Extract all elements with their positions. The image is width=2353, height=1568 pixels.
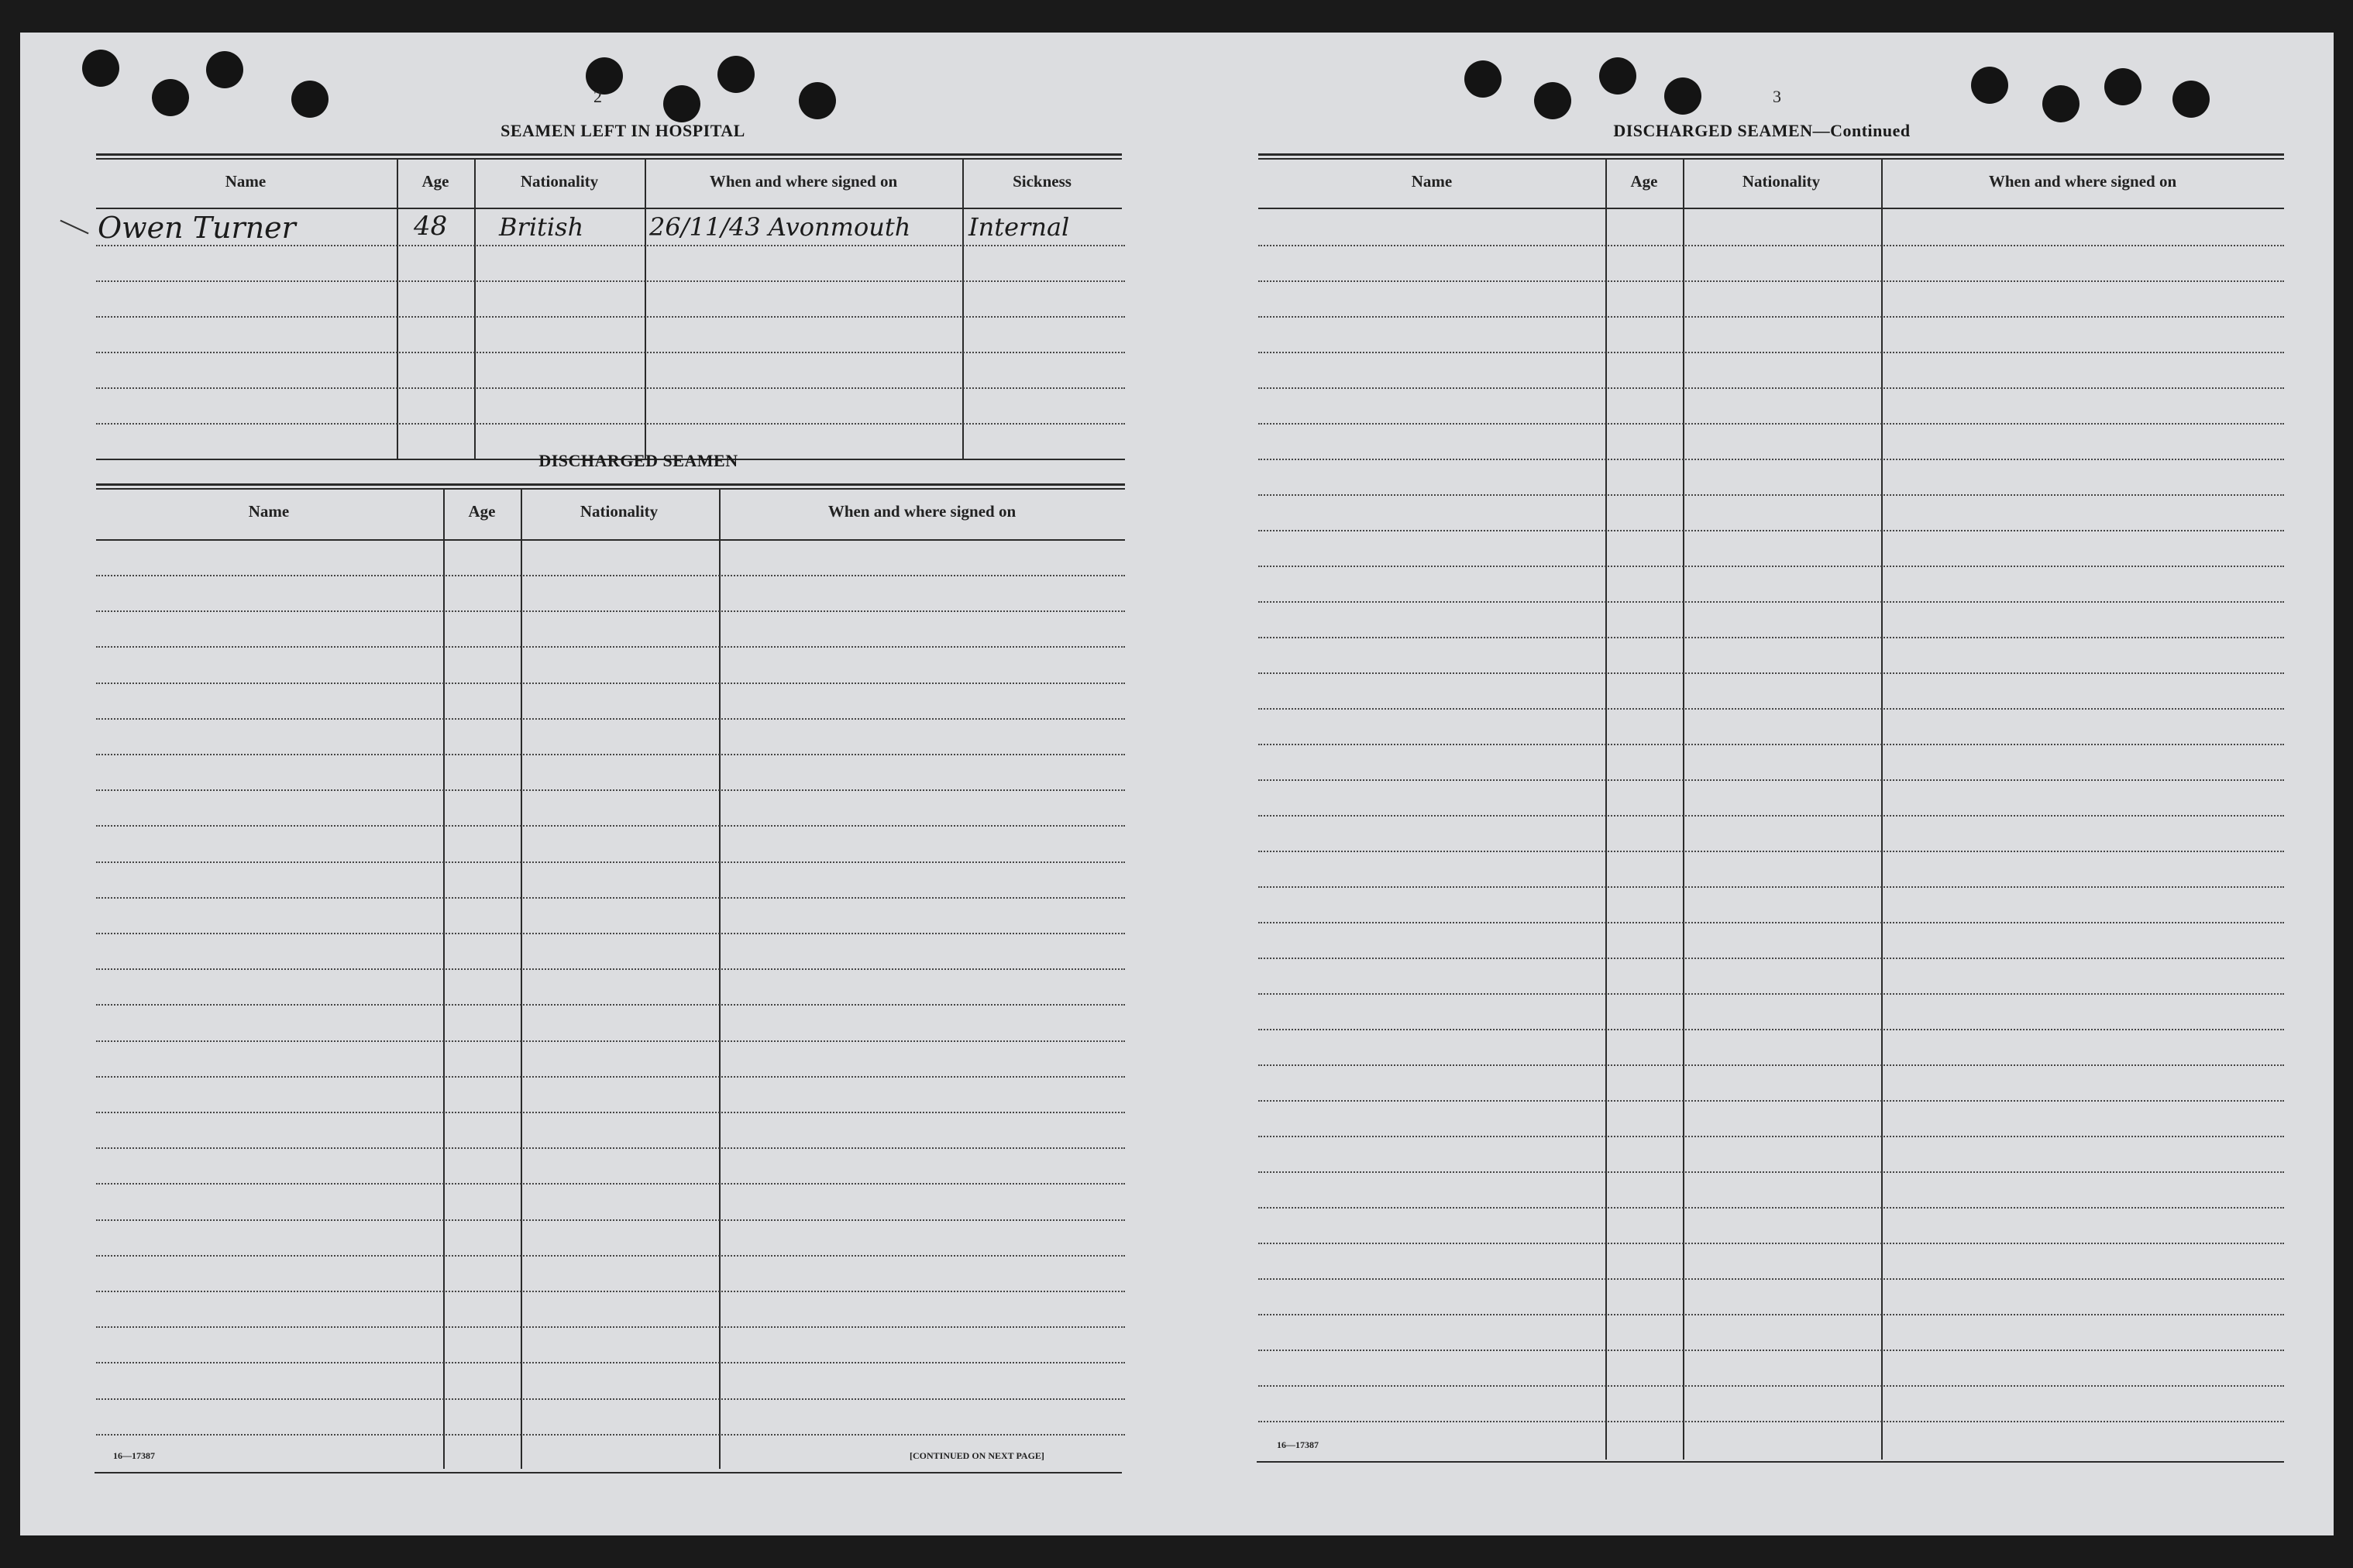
column-divider [962, 158, 964, 460]
page-number-left: 2 [593, 87, 602, 106]
punch-hole [1464, 60, 1502, 98]
punch-hole [2042, 85, 2080, 122]
ruled-line [96, 1076, 1125, 1078]
col-header-name: Name [225, 172, 267, 191]
column-divider [645, 158, 646, 460]
ruled-line [1258, 1207, 2284, 1209]
column-divider [521, 490, 522, 1469]
ruled-line [1258, 886, 2284, 888]
ruled-line [96, 245, 1125, 246]
punch-hole [2104, 68, 2141, 105]
ruled-line [96, 1362, 1125, 1363]
column-divider [1683, 158, 1684, 1460]
ruled-line [96, 754, 1125, 755]
ruled-line [96, 825, 1125, 827]
ruled-line [1258, 1136, 2284, 1137]
ruled-line [1258, 779, 2284, 781]
ruled-line [96, 861, 1125, 863]
column-divider [1881, 158, 1883, 1460]
ruled-line [96, 1040, 1125, 1042]
punch-hole [291, 81, 329, 118]
ruled-line [1258, 601, 2284, 603]
section-bottom-rule [95, 1472, 1122, 1473]
section-rule [96, 153, 1122, 160]
section-rule [96, 483, 1125, 490]
ruled-line [1258, 280, 2284, 282]
ledger-sheet [20, 33, 2334, 1535]
ruled-line [96, 1434, 1125, 1436]
punch-hole [1534, 82, 1571, 119]
col-header-signed-on: When and where signed on [1988, 172, 2177, 191]
header-rule [96, 539, 1125, 541]
page-number-right: 3 [1773, 87, 1781, 106]
ruled-line [1258, 1385, 2284, 1387]
ruled-line [96, 423, 1125, 425]
col-header-name: Name [248, 502, 290, 521]
ruled-line [1258, 530, 2284, 531]
ruled-line [96, 1398, 1125, 1400]
ruled-line [1258, 423, 2284, 425]
ruled-line [96, 280, 1125, 282]
form-number-left: 16—17387 [113, 1450, 155, 1461]
section-bottom-rule [1257, 1461, 2284, 1463]
col-header-sickness: Sickness [1013, 172, 1072, 191]
ruled-line [1258, 1064, 2284, 1066]
ruled-line [96, 1183, 1125, 1185]
ruled-line [1258, 708, 2284, 710]
ruled-line [96, 610, 1125, 612]
ruled-line [1258, 637, 2284, 638]
ruled-line [96, 968, 1125, 970]
continued-note: [CONTINUED ON NEXT PAGE] [910, 1450, 1044, 1461]
ruled-line [1258, 815, 2284, 817]
col-header-age: Age [468, 502, 496, 521]
ruled-line [96, 897, 1125, 899]
column-divider [474, 158, 476, 460]
punch-hole [1599, 57, 1636, 95]
ruled-line [96, 1255, 1125, 1257]
entry-sickness: Internal [968, 212, 1070, 242]
entry-age: 48 [414, 211, 448, 242]
ruled-line [1258, 1278, 2284, 1280]
ruled-line [1258, 1421, 2284, 1422]
entry-name: Owen Turner [98, 211, 296, 245]
header-rule [96, 208, 1122, 209]
ruled-line [96, 575, 1125, 576]
ruled-line [96, 1219, 1125, 1221]
punch-hole [586, 57, 623, 95]
ruled-line [96, 718, 1125, 720]
ruled-line [1258, 387, 2284, 389]
col-header-age: Age [1630, 172, 1658, 191]
ruled-line [1258, 1100, 2284, 1102]
section-rule [1258, 153, 2284, 160]
ruled-line [96, 789, 1125, 791]
header-rule [1258, 208, 2284, 209]
col-header-nationality: Nationality [1742, 172, 1821, 191]
punch-hole [717, 56, 755, 93]
col-header-name: Name [1411, 172, 1453, 191]
col-header-signed-on: When and where signed on [709, 172, 898, 191]
ruled-line [1258, 245, 2284, 246]
ruled-line [1258, 672, 2284, 674]
col-header-nationality: Nationality [520, 172, 599, 191]
entry-signed-on: 26/11/43 Avonmouth [649, 212, 911, 242]
ruled-line [1258, 851, 2284, 852]
ruled-line [1258, 958, 2284, 959]
check-mark [60, 220, 88, 235]
ruled-line [1258, 1029, 2284, 1030]
entry-nationality: British [499, 212, 584, 242]
ruled-line [96, 352, 1125, 353]
ruled-line [1258, 1350, 2284, 1351]
ruled-line [1258, 316, 2284, 318]
ruled-line [96, 683, 1125, 684]
ruled-line [1258, 1243, 2284, 1244]
ruled-line [1258, 993, 2284, 995]
punch-hole [82, 50, 119, 87]
ruled-line [1258, 1314, 2284, 1315]
punch-hole [152, 79, 189, 116]
column-divider [397, 158, 398, 460]
punch-hole [1971, 67, 2008, 104]
ruled-line [1258, 459, 2284, 460]
ruled-line [96, 1004, 1125, 1006]
ruled-line [96, 316, 1125, 318]
ruled-line [96, 1291, 1125, 1292]
punch-hole [2172, 81, 2210, 118]
hospital-section-title: SEAMEN LEFT IN HOSPITAL [501, 121, 745, 140]
punch-hole [799, 82, 836, 119]
col-header-age: Age [421, 172, 449, 191]
ruled-line [96, 646, 1125, 648]
ruled-line [96, 933, 1125, 934]
ruled-line [1258, 922, 2284, 923]
ruled-line [1258, 494, 2284, 496]
punch-hole [1664, 77, 1701, 115]
ruled-line [1258, 1171, 2284, 1173]
discharged-continued-title: DISCHARGED SEAMEN—Continued [1613, 121, 1911, 140]
column-divider [719, 490, 721, 1469]
col-header-nationality: Nationality [580, 502, 659, 521]
ruled-line [1258, 566, 2284, 567]
ruled-line [96, 387, 1125, 389]
punch-hole [663, 85, 700, 122]
ruled-line [1258, 352, 2284, 353]
column-divider [1605, 158, 1607, 1460]
ruled-line [96, 1326, 1125, 1328]
column-divider [443, 490, 445, 1469]
form-number-right: 16—17387 [1277, 1439, 1319, 1450]
ruled-line [96, 1112, 1125, 1113]
discharged-section-title: DISCHARGED SEAMEN [538, 451, 738, 470]
col-header-signed-on: When and where signed on [827, 502, 1017, 521]
ruled-line [1258, 744, 2284, 745]
ruled-line [96, 1147, 1125, 1149]
punch-hole [206, 51, 243, 88]
